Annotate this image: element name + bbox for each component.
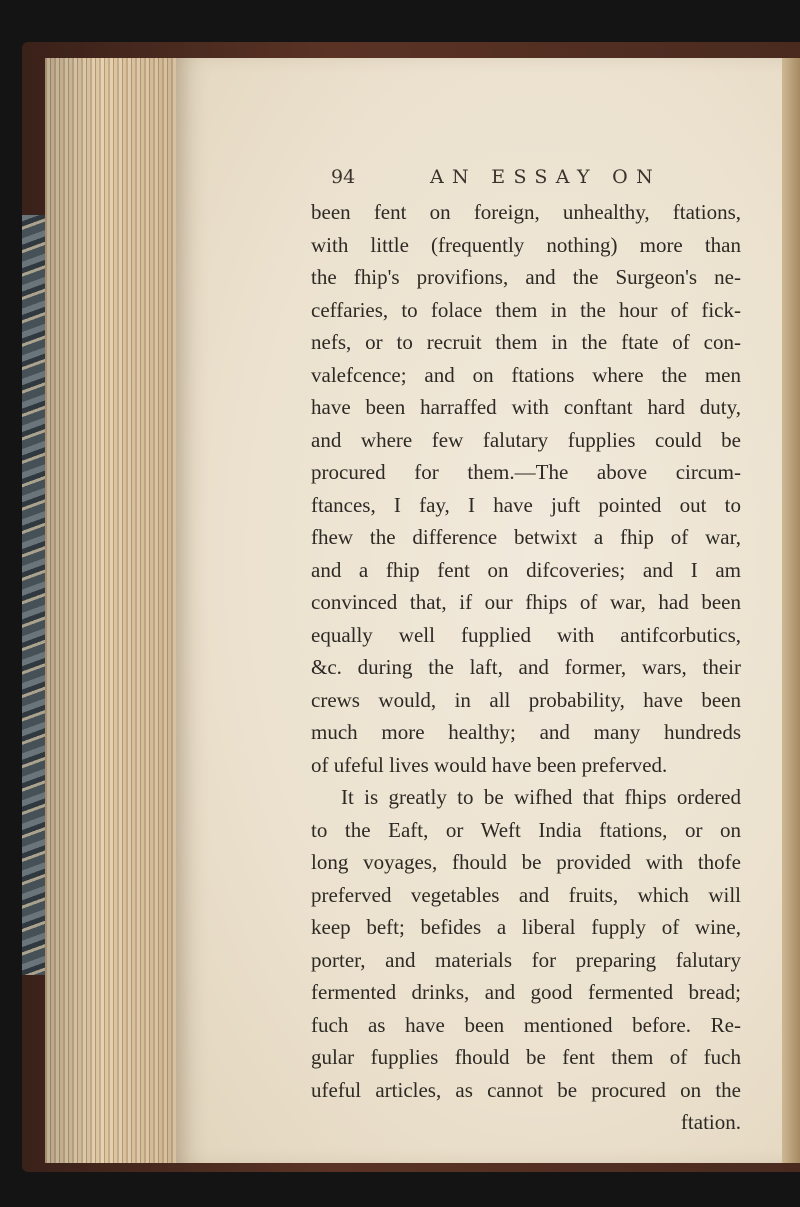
- text-line: fuch as have been mentioned before. Re-: [311, 1012, 741, 1037]
- page-right-edge: [782, 58, 800, 1163]
- text-line: fermented drinks, and good fermented bread;: [311, 980, 741, 1004]
- text-line: nefs, or to recruit them in the ftate of con-: [311, 330, 741, 354]
- text-line: procured for them.—The above circum-: [311, 460, 741, 484]
- text-line: ufeful articles, as cannot be procured on the: [311, 1077, 741, 1102]
- text-line: the fhip's provifions, and the Surgeon's ne-: [311, 265, 741, 289]
- text-line: been fent on foreign, unhealthy, ftations,: [311, 200, 741, 224]
- text-line: preferved vegetables and fruits, which will: [311, 882, 741, 907]
- paragraph-2: [311, 781, 741, 1106]
- text-line: and a fhip fent on difcoveries; and I am: [311, 557, 741, 582]
- text-line: valefcence; and on ftations where the men: [311, 362, 741, 387]
- page-edges: [45, 58, 185, 1163]
- text-line: porter, and materials for preparing falutary: [311, 947, 741, 972]
- paragraph-1: [311, 196, 741, 781]
- text-line: keep beft; befides a liberal fupply of wine,: [311, 915, 741, 939]
- text-line: gular fupplies fhould be fent them of fuch: [311, 1045, 741, 1069]
- text-line: ftances, I fay, I have juft pointed out to: [311, 492, 741, 517]
- body-text: [311, 196, 741, 1139]
- text-line: of ufeful lives would have been preferved.: [311, 752, 668, 777]
- text-line: &c. during the laft, and former, wars, their: [311, 655, 741, 679]
- text-line: with little (frequently nothing) more than: [311, 232, 741, 257]
- text-line: ceffaries, to folace them in the hour of fick-: [311, 297, 741, 322]
- text-line: convinced that, if our fhips of war, had been: [311, 590, 741, 614]
- page-number: 94: [331, 166, 356, 188]
- text-line: long voyages, fhould be provided with thofe: [311, 850, 741, 874]
- text-line: fhew the difference betwixt a fhip of war,: [311, 525, 741, 549]
- text-line: have been harraffed with conftant hard duty,: [311, 395, 741, 419]
- text-line: much more healthy; and many hundreds: [311, 720, 741, 744]
- text-line: to the Eaft, or Weft India ftations, or on: [311, 817, 741, 842]
- text-line: crews would, in all probability, have been: [311, 687, 741, 712]
- catchword: ftation.: [680, 1110, 741, 1134]
- text-line: and where few falutary fupplies could be: [311, 427, 741, 452]
- text-line: equally well fupplied with antifcorbutics,: [311, 622, 741, 647]
- text-line: It is greatly to be wifhed that fhips ordered: [341, 785, 741, 809]
- running-title: AN ESSAY ON: [430, 166, 661, 188]
